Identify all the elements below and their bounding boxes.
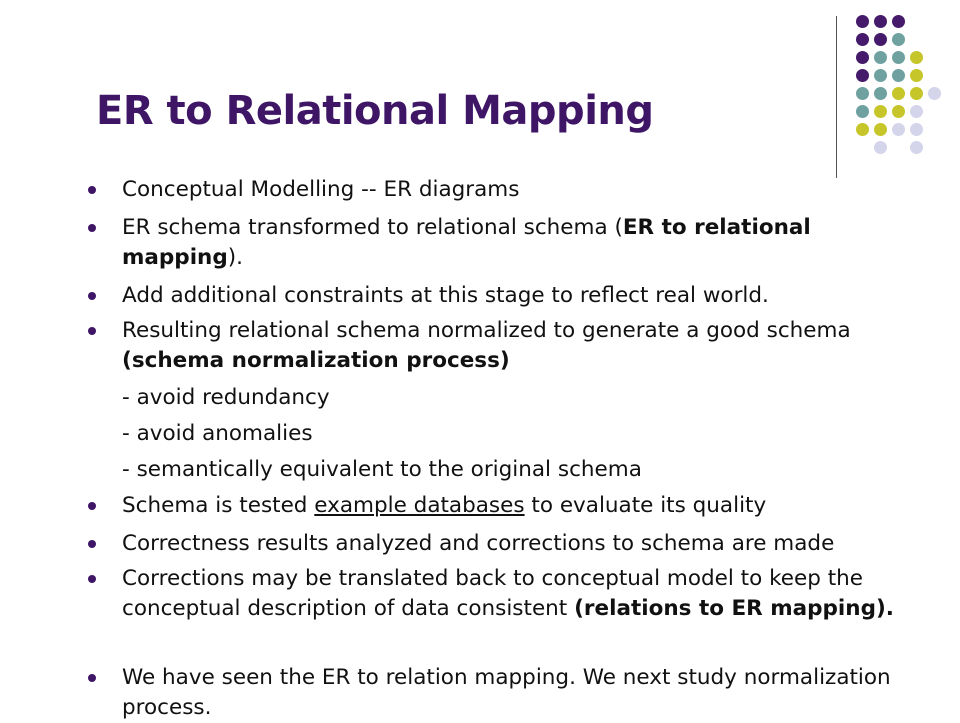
- sub-item: [122, 455, 912, 485]
- bullet-marker: [88, 502, 96, 510]
- decorative-dot: [892, 87, 905, 100]
- bullet-bold-text: (schema normalization process): [122, 348, 510, 373]
- bullet-text: Conceptual Modelling -- ER diagrams: [122, 177, 520, 202]
- decorative-divider: [836, 16, 837, 178]
- decorative-dot: [874, 123, 887, 136]
- decorative-dot: [892, 69, 905, 82]
- bullet-item: [122, 663, 912, 723]
- bullet-bold-text: (relations to ER mapping).: [574, 596, 894, 621]
- decorative-dot: [856, 105, 869, 118]
- decorative-dot: [856, 15, 869, 28]
- decorative-dot: [892, 15, 905, 28]
- decorative-dot: [856, 33, 869, 46]
- decorative-dot: [892, 51, 905, 64]
- bullet-text: Schema is tested: [122, 493, 315, 518]
- decorative-dot: [910, 141, 923, 154]
- bullet-marker: [88, 327, 96, 335]
- decorative-dot: [892, 123, 905, 136]
- bullet-item: [122, 175, 912, 205]
- decorative-dot: [910, 105, 923, 118]
- decorative-dot: [910, 87, 923, 100]
- decorative-dot: [874, 51, 887, 64]
- bullet-text: Resulting relational schema normalized to generate a good schema: [122, 318, 851, 343]
- bullet-text: ER schema transformed to relational schema (: [122, 215, 623, 240]
- decorative-dot: [910, 69, 923, 82]
- bullet-underlined-text: example databases: [314, 493, 525, 518]
- bullet-marker: [88, 292, 96, 300]
- slide-title: ER to Relational Mapping: [96, 88, 654, 134]
- decorative-dot: [892, 105, 905, 118]
- decorative-dot: [856, 87, 869, 100]
- bullet-text: Corrections may be translated back to conceptual model to keep the conceptual description of data consistent: [122, 566, 863, 621]
- sub-item-text: - avoid redundancy: [122, 385, 330, 410]
- sub-item-text: - semantically equivalent to the original schema: [122, 457, 642, 482]
- sub-item: [122, 383, 912, 413]
- bullet-text: ).: [227, 245, 243, 270]
- bullet-marker: [88, 674, 96, 682]
- decorative-dot: [856, 51, 869, 64]
- bullet-marker: [88, 186, 96, 194]
- bullet-text: We have seen the ER to relation mapping. We next study normalization process.: [122, 665, 891, 720]
- decorative-dot: [910, 123, 923, 136]
- decorative-dot: [856, 123, 869, 136]
- decorative-dot: [874, 33, 887, 46]
- sub-item-text: - avoid anomalies: [122, 421, 313, 446]
- decorative-dot: [874, 141, 887, 154]
- bullet-marker: [88, 224, 96, 232]
- decorative-dot: [928, 87, 941, 100]
- bullet-item: [122, 564, 912, 624]
- bullet-item: [122, 281, 912, 311]
- decorative-dot: [910, 51, 923, 64]
- decorative-dot: [874, 15, 887, 28]
- sub-item: [122, 419, 912, 449]
- decorative-dot: [874, 69, 887, 82]
- decorative-dot: [856, 69, 869, 82]
- bullet-text: to evaluate its quality: [524, 493, 767, 518]
- bullet-marker: [88, 575, 96, 583]
- bullet-text: Correctness results analyzed and corrections to schema are made: [122, 531, 835, 556]
- bullet-marker: [88, 540, 96, 548]
- decorative-dot: [874, 105, 887, 118]
- bullet-item: [122, 491, 912, 521]
- bullet-item: [122, 316, 912, 376]
- decorative-dot: [892, 33, 905, 46]
- bullet-bold-text: ER to relational mapping: [122, 215, 811, 270]
- decorative-dot: [874, 87, 887, 100]
- bullet-item: [122, 529, 912, 559]
- bullet-item: [122, 213, 912, 273]
- bullet-text: Add additional constraints at this stage to reflect real world.: [122, 283, 769, 308]
